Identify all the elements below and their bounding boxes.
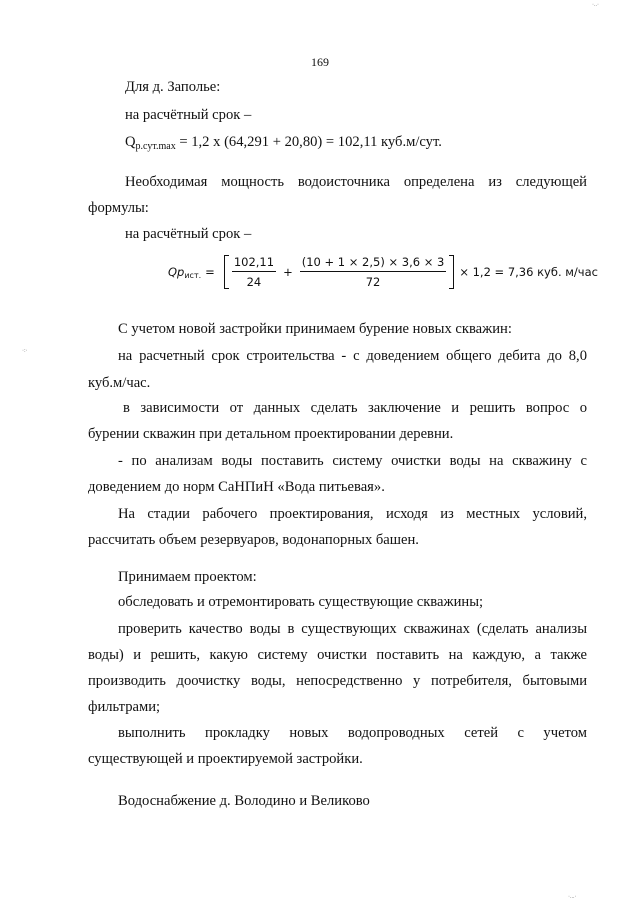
paragraph-line: - по анализам воды поставить систему очистки воды на скважину с — [118, 453, 587, 469]
formula-rest: = 1,2 х (64,291 + 20,80) = 102,11 куб.м/сут. — [175, 134, 442, 150]
paragraph-line: С учетом новой застройки принимаем бурение новых скважин: — [118, 321, 512, 337]
paragraph-line: на расчётный срок – — [125, 226, 252, 242]
paragraph-line: Необходимая мощность водоисточника определена из следующей — [125, 174, 587, 190]
paragraph-line: обследовать и отремонтировать существующие скважины; — [118, 594, 484, 610]
paragraph-line: На стадии рабочего проектирования, исходя из местных условий, — [118, 506, 587, 522]
fraction-1-numerator: 102,11 — [232, 255, 276, 272]
scan-artifact: ·...· — [568, 894, 577, 900]
paragraph-line: фильтрами; — [88, 699, 161, 715]
formula-bracket — [224, 255, 455, 289]
fraction-2 — [300, 255, 447, 289]
paragraph-line: существующей и проектируемой застройки. — [88, 751, 363, 767]
q-symbol: Q — [125, 134, 136, 150]
scan-artifact: ·:· — [22, 348, 28, 354]
formula-result: × 1,2 = 7,36 куб. м/час — [459, 265, 598, 279]
formula-plus: + — [283, 265, 293, 279]
paragraph-line: рассчитать объем резервуаров, водонапорных башен. — [88, 532, 419, 548]
paragraph-line: проверить качество воды в существующих скважинах (сделать анализы — [118, 621, 587, 637]
paragraph-line: выполнить прокладку новых водопроводных сетей с учетом — [118, 725, 587, 741]
paragraph-line: в зависимости от данных сделать заключение и решить вопрос о — [123, 400, 587, 416]
paragraph-line: воды) и решить, какую систему очистки поставить на каждую, а также — [88, 647, 587, 663]
paragraph-line: бурении скважин при детальном проектировании деревни. — [88, 426, 454, 442]
paragraph-line: Принимаем проектом: — [118, 569, 257, 585]
paragraph-line: на расчетный срок строительства - с доведением общего дебита до 8,0 — [118, 348, 587, 364]
formula-equals: = — [205, 265, 215, 279]
q-subscript: р.сут.max — [135, 141, 176, 152]
section-heading: Водоснабжение д. Володино и Великово — [118, 793, 370, 809]
formula-lhs: Qpист. — [168, 264, 202, 280]
paragraph-line: куб.м/час. — [88, 375, 151, 391]
paragraph-line: доведением до норм СаНПиН «Вода питьевая». — [88, 479, 385, 495]
formula-line-qp-sut-max — [125, 133, 442, 156]
fraction-2-numerator: (10 + 1 × 2,5) × 3,6 × 3 — [300, 255, 447, 272]
fraction-1-denominator: 24 — [246, 275, 262, 289]
paragraph-line: формулы: — [88, 200, 149, 216]
paragraph-line: Для д. Заполье: — [125, 79, 221, 95]
fraction-1 — [232, 255, 276, 289]
fraction-2-denominator: 72 — [365, 275, 381, 289]
scan-artifact: ·..· — [592, 2, 599, 8]
paragraph-line: на расчётный срок – — [125, 107, 252, 123]
paragraph-line: производить доочистку воды, непосредственно у потребителя, бытовыми — [88, 673, 587, 689]
formula-qp-ist — [168, 255, 598, 289]
page-number: 169 — [311, 55, 329, 69]
